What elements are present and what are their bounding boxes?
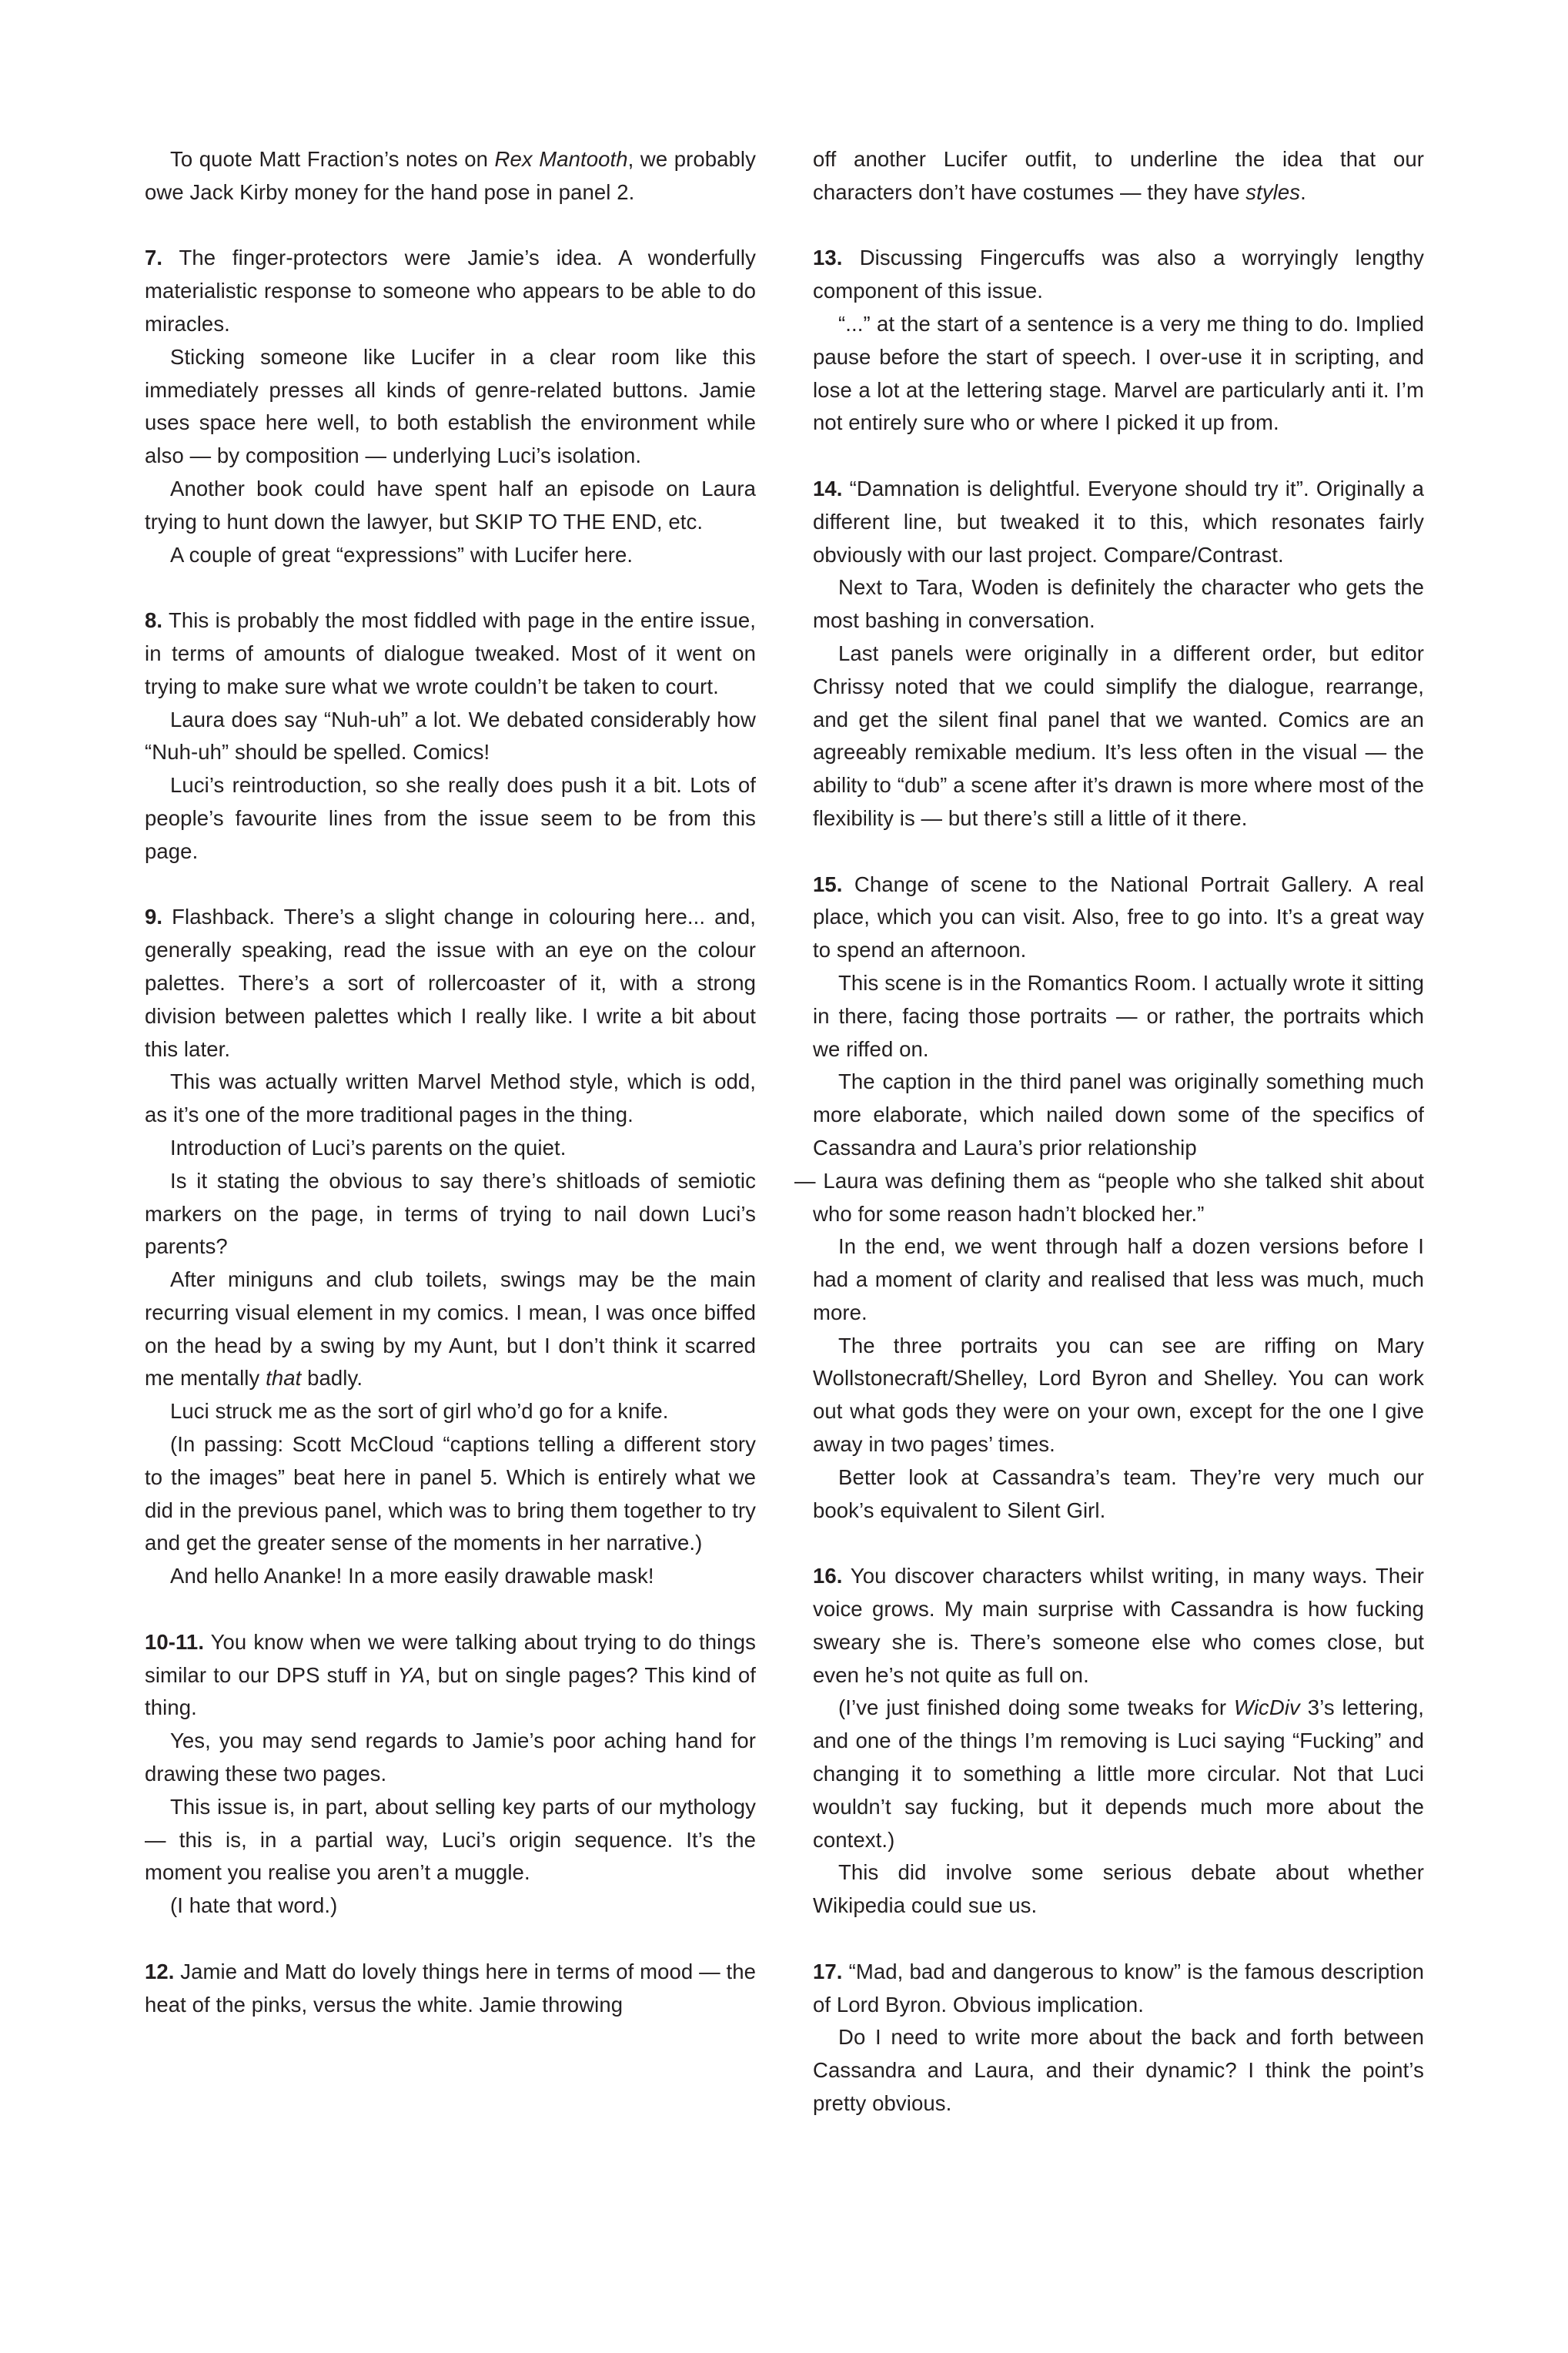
paragraph-gap xyxy=(813,209,1424,243)
paragraph-gap xyxy=(145,1923,756,1956)
text-run: Laura does say “Nuh-uh” a lot. We debated considerably how “Nuh-uh” should be spelled. Comics! xyxy=(145,707,756,765)
paragraph xyxy=(145,1428,756,1560)
text-run: To quote Matt Fraction’s notes on xyxy=(170,147,495,171)
italic-text: WicDiv xyxy=(1234,1695,1300,1720)
text-run: badly. xyxy=(301,1366,363,1391)
text-run: Discussing Fingercuffs was also a worryingly lengthy component of this issue. xyxy=(813,246,1424,303)
text-run: (In passing: Scott McCloud “captions telling a different story to the images” beat here in panel 5. Which is entirely what we did in the previous panel, which was to bring them together to try and get the greater sense of the moments in her narrative.) xyxy=(145,1432,756,1555)
paragraph xyxy=(145,1791,756,1889)
text-run: (I hate that word.) xyxy=(170,1893,338,1918)
paragraph xyxy=(813,2021,1424,2120)
paragraph xyxy=(813,308,1424,440)
text-run: The finger-protectors were Jamie’s idea. A wonderfully materialistic response to someone who appears to be able to do miracles. xyxy=(145,246,756,336)
text-run: “Mad, bad and dangerous to know” is the famous description of Lord Byron. Obvious implication. xyxy=(813,1959,1424,2017)
paragraph xyxy=(145,769,756,868)
page-number-label: 10-11. xyxy=(145,1629,205,1654)
paragraph-gap xyxy=(145,571,756,604)
paragraph xyxy=(145,341,756,473)
italic-text: YA xyxy=(397,1662,425,1687)
italic-text: Rex Mantooth xyxy=(494,147,628,171)
text-run: Luci struck me as the sort of girl who’d go for a knife. xyxy=(170,1399,669,1424)
paragraph-gap xyxy=(813,1923,1424,1956)
page-number-label: 9. xyxy=(145,905,163,929)
text-run: Jamie and Matt do lovely things here in terms of mood — the heat of the pinks, versus the white. Jamie throwing xyxy=(145,1959,756,2017)
text-run: You discover characters whilst writing, in many ways. Their voice grows. My main surprise with Cassandra is how fucking sweary she is. There’s someone else who comes close, but even he’s not quite as full on. xyxy=(813,1564,1424,1687)
text-run: (I’ve just finished doing some tweaks for xyxy=(838,1695,1234,1720)
italic-text: that xyxy=(266,1366,302,1391)
text-run: After miniguns and club toilets, swings may be the main recurring visual element in my comics. I mean, I was once biffed on the head by a swing by my Aunt, but I don’t think it scarred me mentally xyxy=(145,1267,756,1391)
text-run: . xyxy=(1300,179,1306,204)
text-run: This did involve some serious debate about whether Wikipedia could sue us. xyxy=(813,1860,1424,1918)
paragraph-gap xyxy=(813,1527,1424,1560)
paragraph xyxy=(813,1956,1424,2022)
text-run: off another Lucifer outfit, to underline the idea that our characters don’t have costumes — they have xyxy=(813,147,1424,204)
paragraph-gap xyxy=(145,869,756,902)
text-run: This scene is in the Romantics Room. I actually wrote it sitting in there, facing those portraits — or rather, the portraits which we riffed on. xyxy=(813,970,1424,1061)
text-run: Change of scene to the National Portrait Gallery. A real place, which you can visit. Also, free to go into. It’s a great way to spend an afternoon. xyxy=(813,872,1424,962)
paragraph-gap xyxy=(813,835,1424,869)
paragraph xyxy=(145,242,756,340)
text-run: , we probably owe Jack Kirby money for the hand pose in panel 2. xyxy=(145,147,756,204)
paragraph xyxy=(145,1626,756,1725)
paragraph xyxy=(813,638,1424,835)
paragraph xyxy=(145,1725,756,1791)
paragraph xyxy=(145,1066,756,1132)
text-run: Next to Tara, Woden is definitely the character who gets the most bashing in conversation. xyxy=(813,575,1424,633)
text-run: And hello Ananke! In a more easily drawable mask! xyxy=(170,1564,654,1588)
paragraph xyxy=(794,1165,1424,1231)
text-run: Introduction of Luci’s parents on the quiet. xyxy=(170,1135,567,1160)
text-run: This was actually written Marvel Method style, which is odd, as it’s one of the more traditional pages in the thing. xyxy=(145,1069,756,1127)
paragraph xyxy=(813,1692,1424,1856)
paragraph xyxy=(813,242,1424,308)
text-run: — Laura was defining them as “people who she talked shit about who for some reason hadn’t blocked her.” xyxy=(794,1168,1424,1226)
page-number-label: 8. xyxy=(145,608,163,633)
text-run: Flashback. There’s a slight change in colouring here... and, generally speaking, read the issue with an eye on the colour palettes. There’s a sort of rollercoaster of it, with a strong division between palettes which I really like. I write a bit about this later. xyxy=(145,905,756,1061)
paragraph xyxy=(813,869,1424,967)
text-run: “Damnation is delightful. Everyone should try it”. Originally a different line, but tweaked it to this, which resonates fairly obviously with our last project. Compare/Contrast. xyxy=(813,476,1424,567)
paragraph xyxy=(145,1264,756,1395)
paragraph xyxy=(145,1395,756,1428)
paragraph xyxy=(813,1230,1424,1329)
paragraph xyxy=(145,704,756,770)
paragraph xyxy=(813,1560,1424,1692)
text-run: Another book could have spent half an episode on Laura trying to hunt down the lawyer, but SKIP TO THE END, etc. xyxy=(145,476,756,534)
left-text-column xyxy=(145,143,756,2021)
text-run: “...” at the start of a sentence is a very me thing to do. Implied pause before the start of speech. I over-use it in scripting, and lose a lot at the lettering stage. Marvel are particularly anti it. I’m not entirely sure who or where I picked it up from. xyxy=(813,311,1424,435)
paragraph xyxy=(145,1889,756,1923)
paragraph xyxy=(145,473,756,539)
text-run: Better look at Cassandra’s team. They’re very much our book’s equivalent to Silent Girl. xyxy=(813,1464,1424,1522)
text-run: , but on single pages? This kind of thing. xyxy=(145,1662,756,1720)
text-run: A couple of great “expressions” with Lucifer here. xyxy=(170,542,634,567)
page-number-label: 13. xyxy=(813,246,843,270)
paragraph xyxy=(813,1066,1424,1164)
page-number-label: 14. xyxy=(813,476,843,500)
text-run: In the end, we went through half a dozen versions before I had a moment of clarity and realised that less was much, much more. xyxy=(813,1234,1424,1324)
text-run: Luci’s reintroduction, so she really does push it a bit. Lots of people’s favourite lines from the issue seem to be from this page. xyxy=(145,773,756,863)
paragraph xyxy=(813,1461,1424,1528)
paragraph xyxy=(145,1132,756,1165)
paragraph xyxy=(813,1330,1424,1461)
page-number-label: 17. xyxy=(813,1959,843,1983)
text-run: The caption in the third panel was originally something much more elaborate, which nailed down some of the specifics of Cassandra and Laura’s prior relationship xyxy=(813,1069,1424,1160)
text-run: Yes, you may send regards to Jamie’s poor aching hand for drawing these two pages. xyxy=(145,1729,756,1786)
right-text-column xyxy=(794,143,1424,2120)
text-run: Sticking someone like Lucifer in a clear room like this immediately presses all kinds of genre-related buttons. Jamie uses space here well, to both establish the environment while also — by composition — underlying Luci’s isolation. xyxy=(145,344,756,468)
paragraph xyxy=(145,539,756,572)
text-run: 3’s lettering, and one of the things I’m removing is Luci saying “Fucking” and changing it to something a little more circular. Not that Luci wouldn’t say fucking, but it depends much more about the context.) xyxy=(813,1695,1424,1852)
paragraph xyxy=(813,143,1424,209)
paragraph xyxy=(145,901,756,1066)
page-number-label: 15. xyxy=(813,872,843,896)
paragraph-gap xyxy=(145,209,756,243)
text-run: Do I need to write more about the back and forth between Cassandra and Laura, and their dynamic? I think the point’s pretty obvious. xyxy=(813,2025,1424,2116)
text-run: This issue is, in part, about selling key parts of our mythology — this is, in a partial way, Luci’s origin sequence. It’s the moment you realise you aren’t a muggle. xyxy=(145,1794,756,1885)
paragraph xyxy=(145,1165,756,1264)
paragraph xyxy=(813,1856,1424,1923)
text-run: Is it stating the obvious to say there’s shitloads of semiotic markers on the page, in terms of trying to nail down Luci’s parents? xyxy=(145,1168,756,1259)
italic-text: styles xyxy=(1245,179,1301,204)
paragraph xyxy=(145,1560,756,1593)
paragraph xyxy=(813,571,1424,638)
paragraph xyxy=(145,1956,756,2022)
paragraph-gap xyxy=(813,440,1424,473)
page-number-label: 12. xyxy=(145,1959,175,1983)
text-run: The three portraits you can see are riffing on Mary Wollstonecraft/Shelley, Lord Byron and Shelley. You can work out what gods they were on your own, except for the one I give away in two pages’ times. xyxy=(813,1333,1424,1457)
paragraph xyxy=(145,143,756,209)
text-run: This is probably the most fiddled with page in the entire issue, in terms of amounts of dialogue tweaked. Most of it went on trying to make sure what we wrote couldn’t be taken to court. xyxy=(145,608,756,698)
page-number-label: 16. xyxy=(813,1564,843,1588)
text-run: Last panels were originally in a different order, but editor Chrissy noted that we could simplify the dialogue, rearrange, and get the silent final panel that we wanted. Comics are an agreeably remixable medium. It’s less often in the visual — the ability to “dub” a scene after it’s drawn is more where most of the flexibility is — but there’s still a little of it there. xyxy=(813,641,1424,830)
paragraph-gap xyxy=(145,1593,756,1626)
page-number-label: 7. xyxy=(145,246,163,270)
paragraph xyxy=(813,473,1424,571)
paragraph xyxy=(145,604,756,703)
text-run: You know when we were talking about trying to do things similar to our DPS stuff in xyxy=(145,1629,756,1687)
paragraph xyxy=(813,967,1424,1066)
